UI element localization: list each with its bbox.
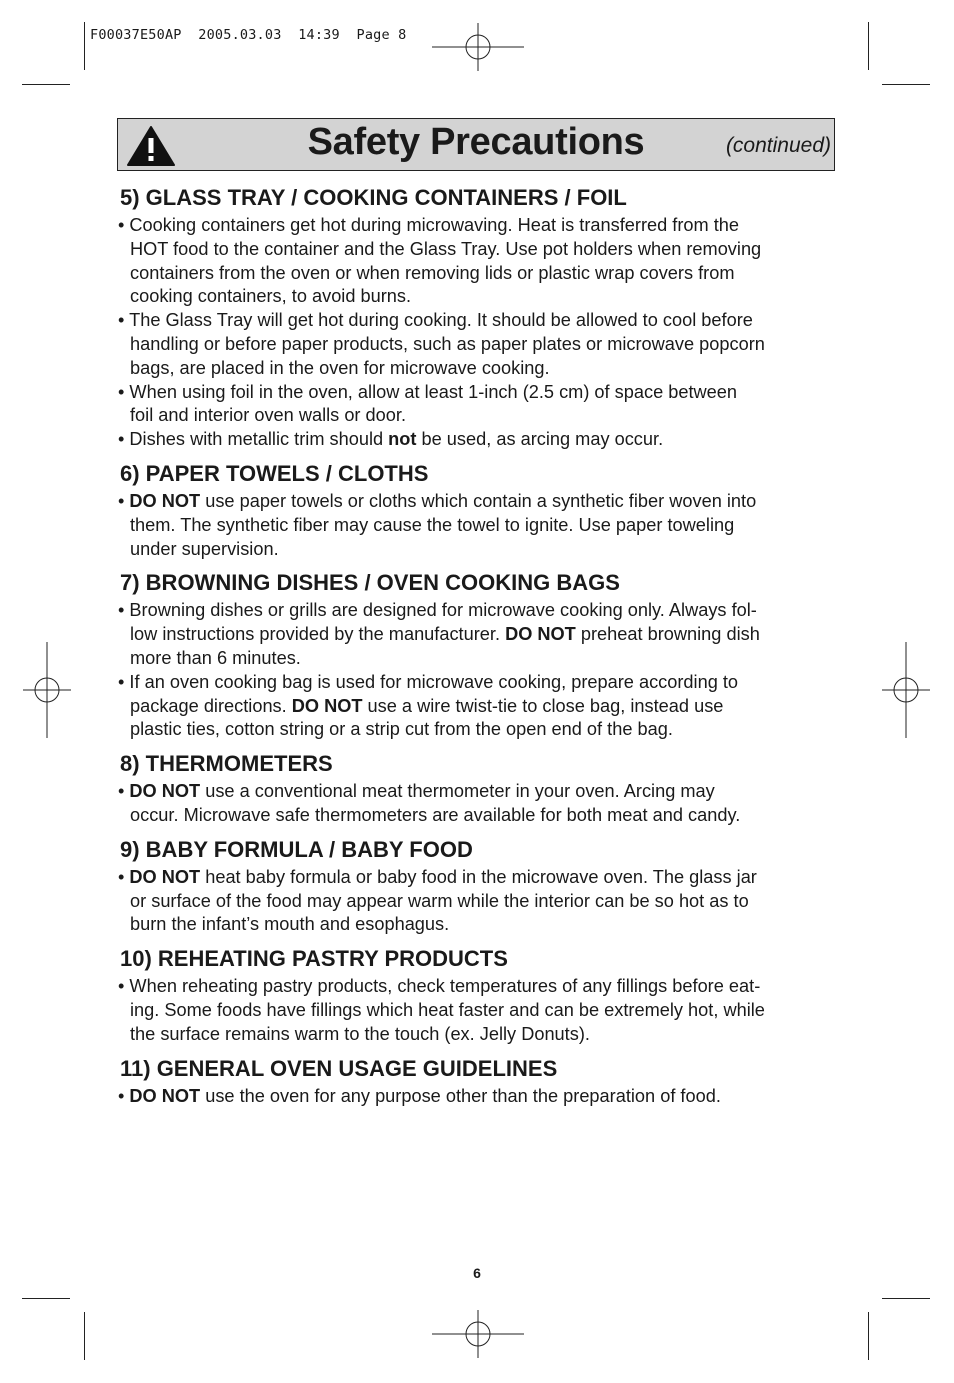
text-line xyxy=(118,238,834,262)
text-line xyxy=(118,866,834,890)
text-run: package directions. xyxy=(130,695,292,716)
safety-sections xyxy=(118,183,834,1115)
crop-mark xyxy=(84,22,85,70)
text-run: use a wire twist-tie to close bag, instead use xyxy=(362,695,724,716)
bullet-item xyxy=(118,309,834,380)
title-banner xyxy=(117,118,835,171)
text-run: use a conventional meat thermometer in your oven. Arcing may xyxy=(200,781,715,802)
text-line xyxy=(118,1085,834,1109)
text-line xyxy=(118,999,834,1023)
text-line xyxy=(118,890,834,914)
text-line xyxy=(118,333,834,357)
text-run: more than 6 minutes. xyxy=(130,647,301,668)
text-line xyxy=(118,671,834,695)
text-run: • xyxy=(118,490,130,511)
section-heading: 11) GENERAL OVEN USAGE GUIDELINES xyxy=(120,1055,558,1081)
text-line xyxy=(118,718,834,742)
text-run: use paper towels or cloths which contain a synthetic fiber woven into xyxy=(200,490,757,511)
emphasis-text: DO NOT xyxy=(129,781,201,802)
section-heading: 8) THERMOMETERS xyxy=(120,751,333,777)
crop-mark xyxy=(868,22,869,70)
text-run: burn the infant’s mouth and esophagus. xyxy=(130,914,450,935)
emphasis-text: DO NOT xyxy=(129,490,201,511)
text-run: • Dishes with metallic trim should xyxy=(118,429,389,450)
text-run: them. The synthetic fiber may cause the towel to ignite. Use paper toweling xyxy=(130,514,735,535)
section xyxy=(118,749,834,828)
text-run: • xyxy=(118,866,130,887)
emphasis-text: DO NOT xyxy=(291,695,363,716)
bullet-item xyxy=(118,428,834,452)
text-line xyxy=(118,599,834,623)
emphasis-text: not xyxy=(388,429,417,450)
text-line xyxy=(118,381,834,405)
text-line xyxy=(118,804,834,828)
crop-mark xyxy=(882,1298,930,1299)
text-run: • xyxy=(118,1085,130,1106)
section xyxy=(118,1054,834,1109)
bullet-item xyxy=(118,780,834,828)
text-run: preheat browning dish xyxy=(575,624,760,645)
text-run: • Cooking containers get hot during microwaving. Heat is transferred from the xyxy=(118,215,739,235)
bullet-item xyxy=(118,599,834,670)
text-line xyxy=(118,780,834,804)
emphasis-text: DO NOT xyxy=(129,866,201,887)
text-line xyxy=(118,623,834,647)
text-run: • If an oven cooking bag is used for microwave cooking, prepare according to xyxy=(118,671,739,692)
text-run: HOT food to the container and the Glass Tray. Use pot holders when removing xyxy=(130,238,762,259)
section xyxy=(118,835,834,937)
bullet-item xyxy=(118,975,834,1046)
text-line xyxy=(118,1023,834,1047)
bullet-item xyxy=(118,866,834,937)
section-heading: 7) BROWNING DISHES / OVEN COOKING BAGS xyxy=(120,570,620,596)
section xyxy=(118,183,834,452)
bullet-item xyxy=(118,381,834,429)
text-run: under supervision. xyxy=(130,538,279,559)
print-slug: F00037E50AP 2005.03.03 14:39 Page 8 xyxy=(90,27,407,43)
registration-mark-icon xyxy=(432,1310,524,1358)
text-line xyxy=(118,404,834,428)
text-line xyxy=(118,214,834,238)
section-heading: 5) GLASS TRAY / COOKING CONTAINERS / FOIL xyxy=(120,185,627,210)
text-line xyxy=(118,647,834,671)
crop-mark xyxy=(22,1298,70,1299)
text-run: • Browning dishes or grills are designed for microwave cooking only. Always fol- xyxy=(118,600,757,621)
text-line xyxy=(118,913,834,937)
crop-mark xyxy=(882,84,930,85)
text-run: foil and interior oven walls or door. xyxy=(130,405,406,426)
bullet-item xyxy=(118,214,834,309)
page-number: 6 xyxy=(473,1265,481,1281)
text-run: low instructions provided by the manufacturer. xyxy=(130,624,506,645)
text-line xyxy=(118,490,834,514)
text-line xyxy=(118,514,834,538)
registration-mark-icon xyxy=(23,642,71,738)
text-line xyxy=(118,695,834,719)
section-heading: 10) REHEATING PASTRY PRODUCTS xyxy=(120,946,508,972)
emphasis-text: DO NOT xyxy=(129,1085,201,1106)
bullet-item xyxy=(118,671,834,742)
text-run: • When using foil in the oven, allow at least 1-inch (2.5 cm) of space between xyxy=(118,381,738,402)
text-run: plastic ties, cotton string or a strip cut from the open end of the bag. xyxy=(130,719,673,740)
section xyxy=(118,568,834,742)
page-title: Safety Precautions xyxy=(307,121,645,163)
emphasis-text: DO NOT xyxy=(505,624,576,645)
section-heading: 6) PAPER TOWELS / CLOTHS xyxy=(120,460,429,486)
text-line xyxy=(118,428,834,452)
text-run: heat baby formula or baby food in the microwave oven. The glass jar xyxy=(200,866,757,887)
text-line xyxy=(118,262,834,286)
text-run: containers from the oven or when removing lids or plastic wrap covers from xyxy=(130,262,735,283)
text-run: occur. Microwave safe thermometers are available for both meat and candy. xyxy=(130,804,741,825)
bullet-item xyxy=(118,1085,834,1109)
text-line xyxy=(118,309,834,333)
text-run: be used, as arcing may occur. xyxy=(416,429,664,450)
text-run: handling or before paper products, such as paper plates or microwave popcorn xyxy=(130,333,765,354)
text-run: bags, are placed in the oven for microwave cooking. xyxy=(130,357,550,378)
text-run: • xyxy=(118,781,130,802)
section-heading: 9) BABY FORMULA / BABY FOOD xyxy=(120,836,473,862)
text-run: or surface of the food may appear warm while the interior can be so hot as to xyxy=(130,890,749,911)
text-run: • When reheating pastry products, check temperatures of any fillings before eat- xyxy=(118,976,761,997)
crop-mark xyxy=(84,1312,85,1360)
text-run: use the oven for any purpose other than the preparation of food. xyxy=(200,1085,721,1106)
text-run: ing. Some foods have fillings which heat faster and can be extremely hot, while xyxy=(130,999,765,1020)
crop-mark xyxy=(22,84,70,85)
registration-mark-icon xyxy=(882,642,930,738)
page-subtitle: (continued) xyxy=(725,134,831,157)
section xyxy=(118,944,834,1046)
registration-mark-icon xyxy=(432,23,524,71)
text-line xyxy=(118,357,834,381)
text-line xyxy=(118,285,834,309)
bullet-item xyxy=(118,490,834,561)
crop-mark xyxy=(868,1312,869,1360)
section xyxy=(118,459,834,561)
text-line xyxy=(118,975,834,999)
text-run: • The Glass Tray will get hot during cooking. It should be allowed to cool before xyxy=(118,310,753,331)
text-run: the surface remains warm to the touch (ex. Jelly Donuts). xyxy=(130,1023,590,1044)
text-run: cooking containers, to avoid burns. xyxy=(130,286,412,307)
text-line xyxy=(118,538,834,562)
